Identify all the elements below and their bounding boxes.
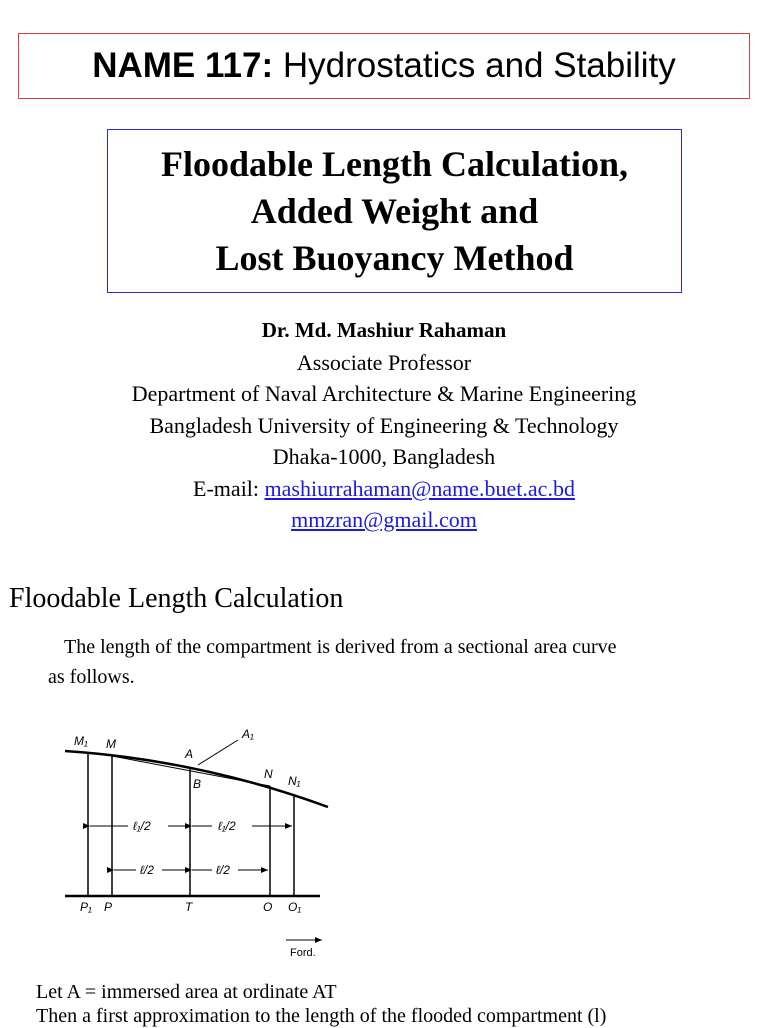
author-city: Dhaka-1000, Bangladesh [272,444,496,469]
derivation-line-2: Then a first approximation to the length of the flooded compartment (l) [36,1005,607,1027]
author-block [0,315,768,536]
label-ford: Ford. [290,947,316,959]
label-o: O [263,900,273,914]
intro-line-2: as follows. [48,666,135,688]
author-position: Associate Professor [296,349,472,375]
label-o1: O₁ [288,900,302,914]
title-line-3: Lost Buoyancy Method [215,237,574,278]
label-n: N [264,767,273,781]
label-p1: P₁ [80,900,92,914]
course-name: Hydrostatics and Stability [273,46,676,85]
label-b: B [193,777,202,791]
course-title-box [18,33,750,99]
author-university: Bangladesh University of Engineering & Technology [149,412,619,438]
label-l-half-left: ℓ/2 [140,863,154,877]
label-a: A [185,747,194,761]
label-n1: N₁ [288,774,301,788]
author-department: Department of Naval Architecture & Marine Engineering [131,381,637,406]
email-label: E-mail: [193,475,265,501]
label-p: P [104,900,113,914]
label-a1: A₁ [242,727,254,741]
label-l1-half-left: ℓ₁/2 [133,819,151,833]
a1-leader [198,740,238,765]
author-name: Dr. Md. Mashiur Rahaman [261,318,507,342]
derivation-line-1: Let A = immersed area at ordinate AT [36,981,337,1003]
email-line-2 [0,504,768,536]
title-line-2: Added Weight and [250,190,539,231]
title-line-1: Floodable Length Calculation, [160,143,629,184]
label-l1-half-right: ℓ₁/2 [218,819,236,833]
label-m1: M₁ [74,734,88,748]
course-code: NAME 117: [92,46,274,85]
intro-paragraph [48,632,748,692]
email-link-primary[interactable]: mashiurrahaman@name.buet.ac.bd [264,475,575,501]
label-l-half-right: ℓ/2 [216,863,230,877]
derivation-text [36,980,766,1028]
section-heading: Floodable Length Calculation [9,583,344,614]
label-m: M [106,737,116,751]
email-line [0,473,768,505]
lecture-title-box [107,129,682,293]
sectional-area-diagram [40,720,340,965]
email-link-secondary[interactable]: mmzran@gmail.com [291,507,477,532]
label-t: T [185,900,193,914]
intro-line-1: The length of the compartment is derived from a sectional area curve [64,636,617,658]
